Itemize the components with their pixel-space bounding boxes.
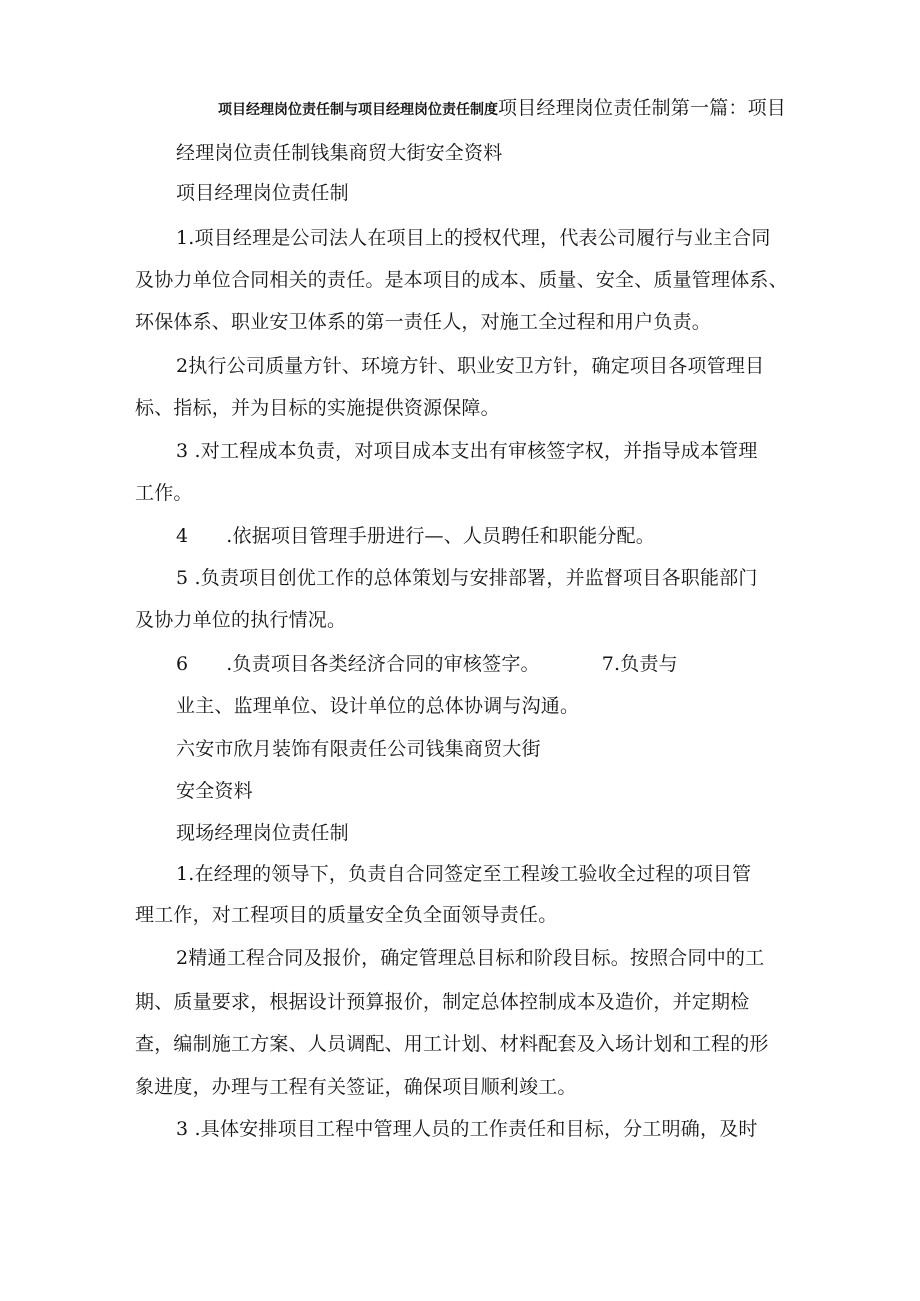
text-line-11: [176, 524, 655, 548]
section-title-site-manager: 现场经理岗位责任制: [176, 822, 349, 844]
document-heading: 项目经理岗位责任制第一篇：项目: [498, 97, 787, 119]
section-title-project-manager: 项目经理岗位责任制: [176, 182, 349, 204]
text-line-7: 2执行公司质量方针、环境方针、职业安卫方针，确定项目各项管理目: [176, 355, 765, 377]
text-line-25: 3 .具体安排项目工程中管理人员的工作责任和目标，分工明确，及时: [176, 1118, 758, 1140]
text-line-15: 业主、监理单位、设计单位的总体协调与沟通。: [176, 695, 580, 717]
text-line-4: 1.项目经理是公司法人在项目上的授权代理，代表公司履行与业主合同: [176, 227, 771, 249]
item-text: .负责项目各类经济合同的审核签字。: [226, 653, 540, 675]
text-line-5: 及协力单位合同相关的责任。是本项目的成本、质量、安全、质量管理体系、: [135, 269, 788, 291]
text-line-1: [218, 96, 786, 122]
text-line-2: 经理岗位责任制钱集商贸大街安全资料: [176, 142, 503, 164]
item-number: 4: [176, 525, 189, 547]
text-line-10: 工作。: [135, 482, 193, 504]
text-line-14: [176, 652, 678, 676]
item-text-tail: 7.负责与: [601, 653, 678, 675]
item-text: .依据项目管理手册进行—、人员聘任和职能分配。: [226, 525, 655, 547]
document-heading-small: 项目经理岗位责任制与项目经理岗位责任制度: [218, 102, 498, 118]
text-line-23: 查，编制施工方案、人员调配、用工计划、材料配套及入场计划和工程的形: [135, 1033, 769, 1055]
company-name: 六安市欣月装饰有限责任公司钱集商贸大街: [176, 738, 541, 760]
text-line-13: 及协力单位的执行情况。: [135, 609, 347, 631]
text-line-6: 环保体系、职业安卫体系的第一责任人，对施工全过程和用户负责。: [135, 311, 712, 333]
item-number: 6: [176, 653, 189, 675]
text-line-22: 期、质量要求，根据设计预算报价，制定总体控制成本及造价，并定期检: [135, 991, 750, 1013]
text-line-9: 3 .对工程成本负责，对项目成本支出有审核签字权，并指导成本管理: [176, 440, 758, 462]
text-line-12: 5 .负责项目创优工作的总体策划与安排部署，并监督项目各职能部门: [176, 567, 758, 589]
text-line-8: 标、指标，并为目标的实施提供资源保障。: [135, 397, 500, 419]
text-line-20: 理工作，对工程项目的质量安全负全面领导责任。: [135, 904, 558, 926]
text-line-24: 象进度，办理与工程有关签证，确保项目顺利竣工。: [135, 1076, 577, 1098]
text-line-19: 1.在经理的领导下，负责自合同签定至工程竣工验收全过程的项目管: [176, 863, 752, 885]
text-line-17: 安全资料: [176, 780, 253, 802]
text-line-21: 2精通工程合同及报价，确定管理总目标和阶段目标。按照合同中的工: [176, 947, 765, 969]
